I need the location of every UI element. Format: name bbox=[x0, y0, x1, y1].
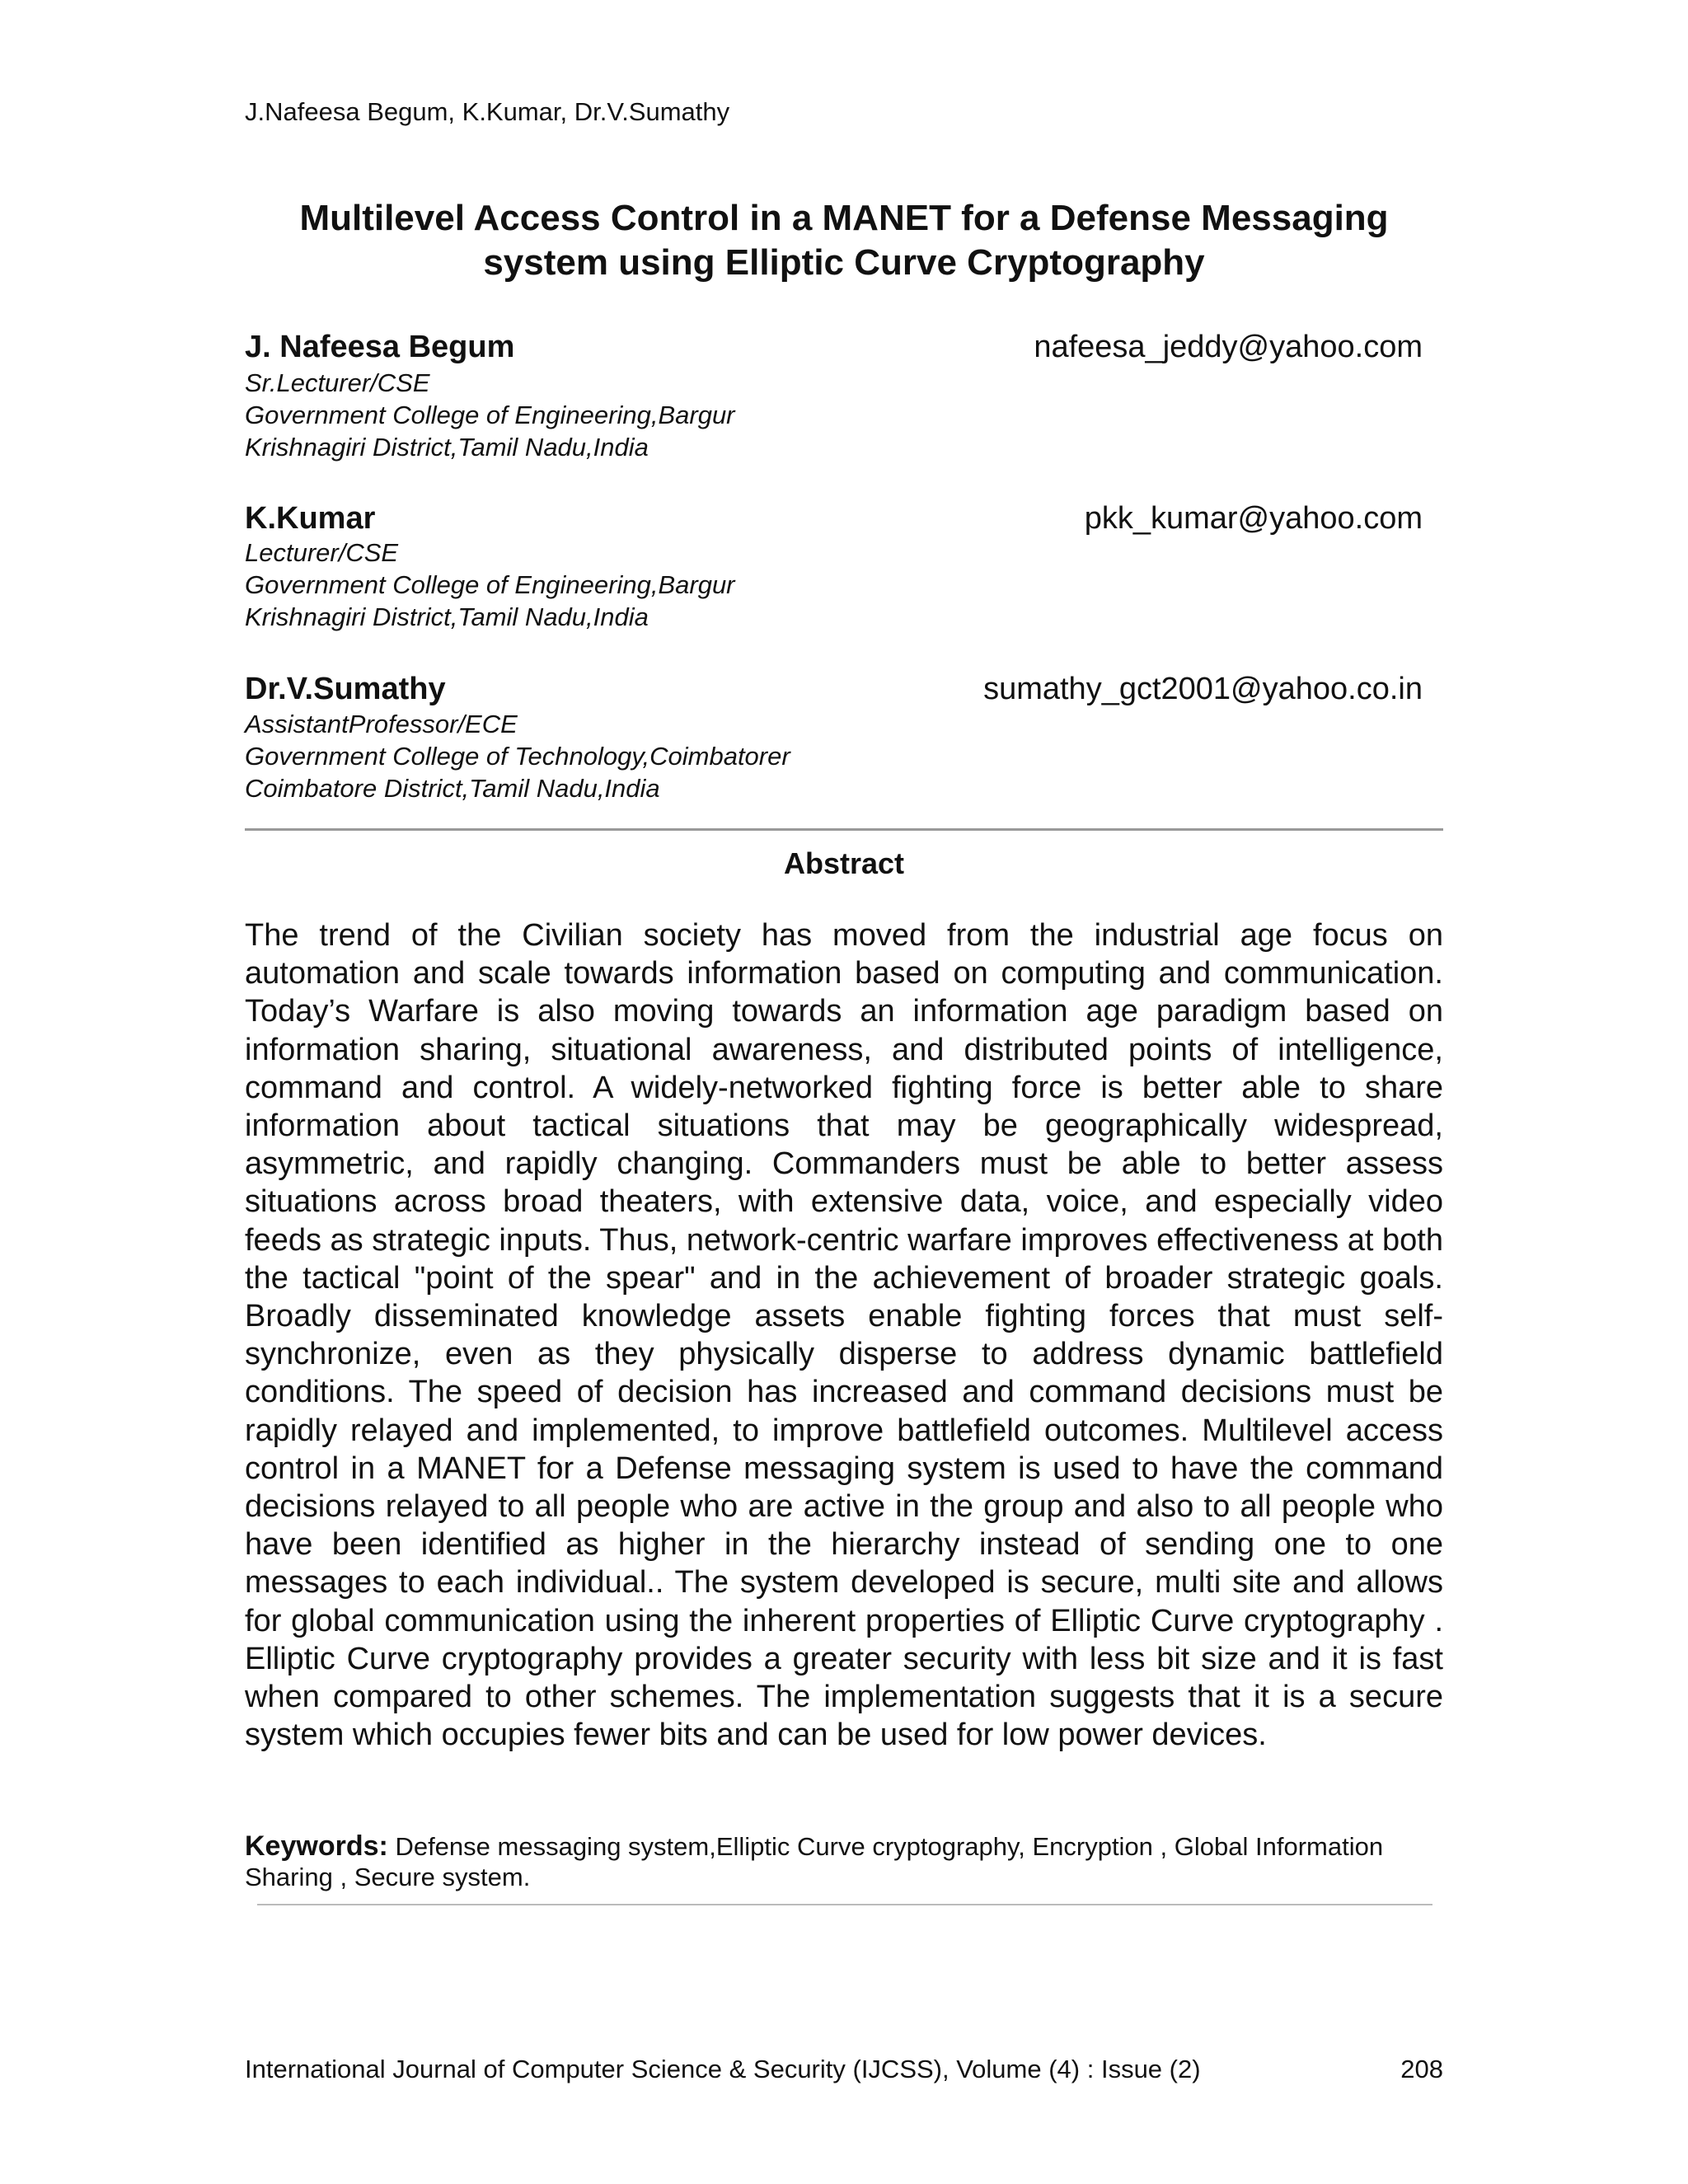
bottom-divider bbox=[257, 1904, 1432, 1905]
abstract-body: The trend of the Civilian society has moved from the industrial age focus on automation and scale towards information based on computing and communication. Today’s Warfare is also moving towards an information age paradigm based on information sharing, situational awareness, and distributed points of intelligence, command and control. A widely-networked fighting force is better able to share information about tactical situations that may be geographically widespread, asymmetric, and rapidly changing. Commanders must be able to better assess situations across broad theaters, with extensive data, voice, and especially video feeds as strategic inputs. Thus, network-centric warfare improves effectiveness at both the tactical "point of the spear" and in the achievement of broader strategic goals. Broadly disseminated knowledge assets enable fighting forces that must self-synchronize, even as they physically disperse to address dynamic battlefield conditions. The speed of decision has increased and command decisions must be rapidly relayed and implemented, to improve battlefield outcomes. Multilevel access control in a MANET for a Defense messaging system is used to have the command decisions relayed to all people who are active in the group and also to all people who have been identified as higher in the hierarchy instead of sending one to one messages to each individual.. The system developed is secure, multi site and allows for global communication using the inherent properties of Elliptic Curve cryptography . Elliptic Curve cryptography provides a greater security with less bit size and it is fast when compared to other schemes. The implementation suggests that it is a secure system which occupies fewer bits and can be used for low power devices. bbox=[245, 918, 1443, 1753]
author-1-name: J. Nafeesa Begum bbox=[245, 330, 515, 364]
author-1-institution: Government College of Engineering,Bargur bbox=[245, 401, 735, 429]
author-2-email[interactable]: pkk_kumar@yahoo.com bbox=[1084, 501, 1423, 536]
author-3-institution: Government College of Technology,Coimbatorer bbox=[245, 742, 790, 771]
running-head: J.Nafeesa Begum, K.Kumar, Dr.V.Sumathy bbox=[245, 97, 730, 126]
abstract-heading: Abstract bbox=[783, 846, 905, 880]
author-3-position: AssistantProfessor/ECE bbox=[245, 710, 518, 738]
title-line-1: Multilevel Access Control in a MANET for a Defense Messaging bbox=[299, 198, 1389, 238]
paper-title bbox=[245, 196, 1443, 285]
author-2-name: K.Kumar bbox=[245, 501, 376, 536]
author-1-position: Sr.Lecturer/CSE bbox=[245, 368, 430, 397]
keywords-text: Defense messaging system,Elliptic Curve cryptography, Encryption , Global Information Sharing , Secure system. bbox=[245, 1832, 1384, 1891]
keywords-label: Keywords: bbox=[245, 1830, 388, 1862]
author-1-email[interactable]: nafeesa_jeddy@yahoo.com bbox=[1034, 330, 1423, 364]
top-divider bbox=[245, 828, 1443, 831]
author-1-location: Krishnagiri District,Tamil Nadu,India bbox=[245, 433, 649, 462]
author-2-position: Lecturer/CSE bbox=[245, 538, 399, 567]
footer-page-number: 208 bbox=[1400, 2055, 1443, 2083]
footer-journal: International Journal of Computer Science & Security (IJCSS), Volume (4) : Issue (2) bbox=[245, 2055, 1201, 2083]
author-3-location: Coimbatore District,Tamil Nadu,India bbox=[245, 774, 660, 803]
title-line-2: system using Elliptic Curve Cryptography bbox=[483, 242, 1205, 283]
author-3-email[interactable]: sumathy_gct2001@yahoo.co.in bbox=[983, 672, 1423, 706]
author-3-name: Dr.V.Sumathy bbox=[245, 672, 446, 706]
keywords bbox=[245, 1831, 1443, 1892]
author-2-location: Krishnagiri District,Tamil Nadu,India bbox=[245, 602, 649, 631]
author-2-institution: Government College of Engineering,Bargur bbox=[245, 570, 735, 599]
